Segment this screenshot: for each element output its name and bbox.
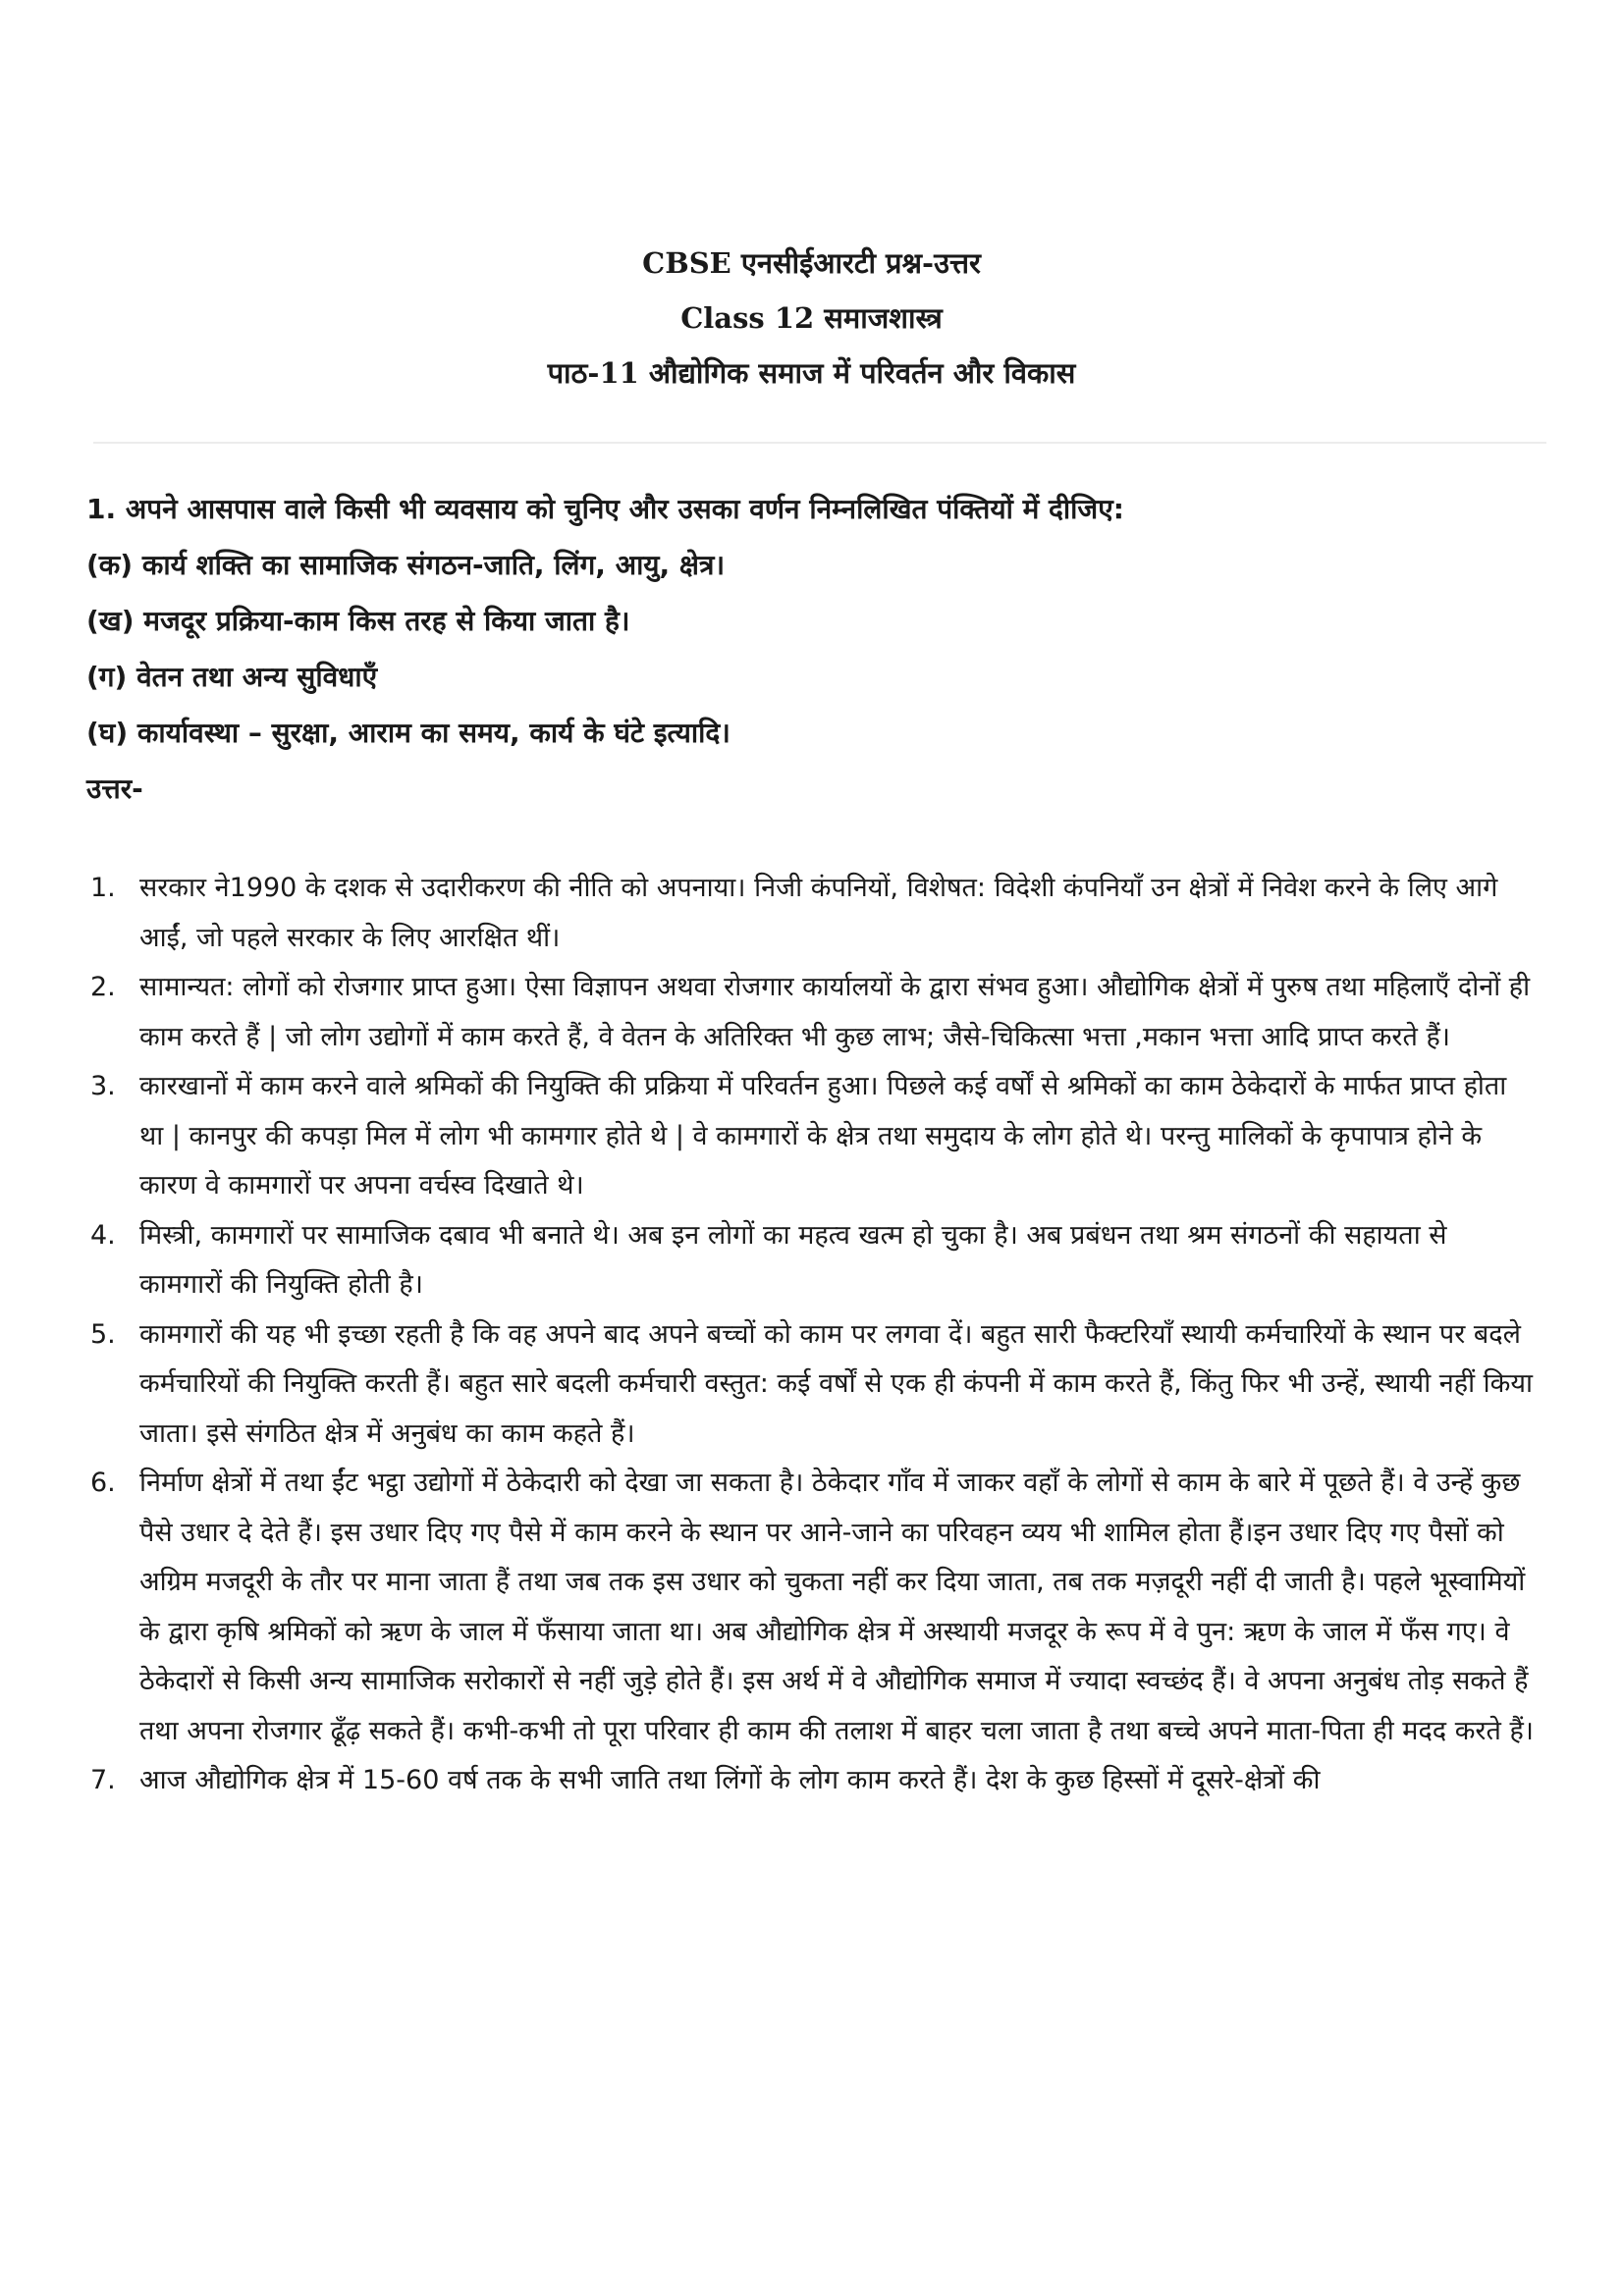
answer-number: 1. [90, 873, 116, 903]
question-part-ka: (क) कार्य शक्ति का सामाजिक संगठन-जाति, लिंग, आयु, क्षेत्र। [86, 549, 726, 581]
answer-number: 5. [90, 1318, 116, 1350]
answer-text: आज औद्योगिक क्षेत्र में 15-60 वर्ष तक के सभी जाति तथा लिंगों के लोग काम करते हैं। देश के कुछ हिस्सों में दूसरे-क्षेत्रों की [139, 1765, 1321, 1795]
question-part-ga: (ग) वेतन तथा अन्य सुविधाएँ [86, 661, 378, 693]
answer-text: कामगारों की यह भी इच्छा रहती है कि वह अपने बाद अपने बच्चों को काम पर लगवा दें। बहुत सारी फैक्टरियाँ स्थायी कर्मचारियों के स्थान पर बदले कर्मचारियों की नियुक्ति करती हैं। बहुत सारे बदली कर्मचारी वस्तुत: कई वर्षों से एक ही कंपनी में काम करते हैं, किंतु फिर भी उन्हें, स्थायी नहीं किया जाता। इसे संगठित क्षेत्र में अनुबंध का काम कहते हैं। [139, 1318, 1534, 1449]
answer-item-1 [0, 864, 1623, 963]
answer-item-5 [0, 1310, 1623, 1460]
answer-text: मिस्त्री, कामगारों पर सामाजिक दबाव भी बनाते थे। अब इन लोगों का महत्व खत्म हो चुका है। अब प्रबंधन तथा श्रम संगठनों की सहायता से कामगारों की नियुक्ति होती है। [139, 1219, 1447, 1300]
question-text: 1. अपने आसपास वाले किसी भी व्यवसाय को चुनिए और उसका वर्णन निम्नलिखित पंक्तियों में दीजिए: [86, 493, 1124, 525]
answer-item-2 [0, 963, 1623, 1062]
question-block [86, 481, 1540, 817]
answer-text: कारखानों में काम करने वाले श्रमिकों की नियुक्ति की प्रक्रिया में परिवर्तन हुआ। पिछले कई वर्षों से श्रमिकों का काम ठेकेदारों के मार्फत प्राप्त होता था | कानपुर की कपड़ा मिल में लोग भी कामगार होते थे | वे कामगारों के क्षेत्र तथा समुदाय के लोग होते थे। परन्तु मालिकों के कृपापात्र होने के कारण वे कामगारों पर अपना वर्चस्व दिखाते थे। [139, 1071, 1507, 1201]
question-part-kha: (ख) मजदूर प्रक्रिया-काम किस तरह से किया जाता है। [86, 605, 630, 637]
answer-item-7 [0, 1756, 1623, 1806]
answer-text: सरकार ने1990 के दशक से उदारीकरण की नीति को अपनाया। निजी कंपनियों, विशेषत: विदेशी कंपनियाँ उन क्षेत्रों में निवेश करने के लिए आगे आईं, जो पहले सरकार के लिए आरक्षित थीं। [139, 873, 1498, 953]
answer-item-6 [0, 1459, 1623, 1756]
answer-number: 3. [90, 1071, 116, 1101]
answer-item-3 [0, 1062, 1623, 1211]
answer-text: सामान्यत: लोगों को रोजगार प्राप्त हुआ। ऐसा विज्ञापन अथवा रोजगार कार्यालयों के द्वारा संभव हुआ। औद्योगिक क्षेत्रों में पुरुष तथा महिलाएँ दोनों ही काम करते हैं | जो लोग उद्योगों में काम करते हैं, वे वेतन के अतिरिक्त भी कुछ लाभ; जैसे-चिकित्सा भत्ता ,मकान भत्ता आदि प्राप्त करते हैं। [139, 972, 1531, 1052]
answer-number: 6. [90, 1468, 116, 1498]
answer-item-4 [0, 1211, 1623, 1310]
answer-label: उत्तर- [86, 773, 143, 805]
document-header [0, 236, 1623, 400]
header-title: CBSE एनसीईआरटी प्रश्न-उत्तर [642, 246, 981, 280]
header-divider [93, 442, 1546, 444]
header-chapter: पाठ-11 औद्योगिक समाज में परिवर्तन और विकास [547, 356, 1076, 390]
answer-number: 2. [90, 972, 116, 1002]
header-class: Class 12 समाजशास्त्र [680, 301, 943, 335]
question-part-gha: (घ) कार्यावस्था – सुरक्षा, आराम का समय, कार्य के घंटे इत्यादि। [86, 717, 730, 749]
answer-number: 7. [90, 1765, 116, 1795]
answer-text: निर्माण क्षेत्रों में तथा ईंट भट्ठा उद्योगों में ठेकेदारी को देखा जा सकता है। ठेकेदार गाँव में जाकर वहाँ के लोगों से काम के बारे में पूछते हैं। वे उन्हें कुछ पैसे उधार दे देते हैं। इस उधार दिए गए पैसे में काम करने के स्थान पर आने-जाने का परिवहन व्यय भी शामिल होता हैं।इन उधार दिए गए पैसों को अग्रिम मजदूरी के तौर पर माना जाता हैं तथा जब तक इस उधार को चुकता नहीं कर दिया जाता, तब तक मज़दूरी नहीं दी जाती है। पहले भूस्वामियों के द्वारा कृषि श्रमिकों को ऋण के जाल में फँसाया जाता था। अब औद्योगिक क्षेत्र में अस्थायी मजदूर के रूप में वे पुन: ऋण के जाल में फँस गए। वे ठेकेदारों से किसी अन्य सामाजिक सरोकारों से नहीं जुड़े होते हैं। इस अर्थ में वे औद्योगिक समाज में ज्यादा स्वच्छंद हैं। वे अपना अनुबंध तोड़ सकते हैं तथा अपना रोजगार ढूँढ़ सकते हैं। कभी-कभी तो पूरा परिवार ही काम की तलाश में बाहर चला जाता है तथा बच्चे अपने माता-पिता ही मदद करते हैं। [139, 1468, 1535, 1746]
answer-list [0, 864, 1623, 1806]
answer-number: 4. [90, 1219, 116, 1251]
